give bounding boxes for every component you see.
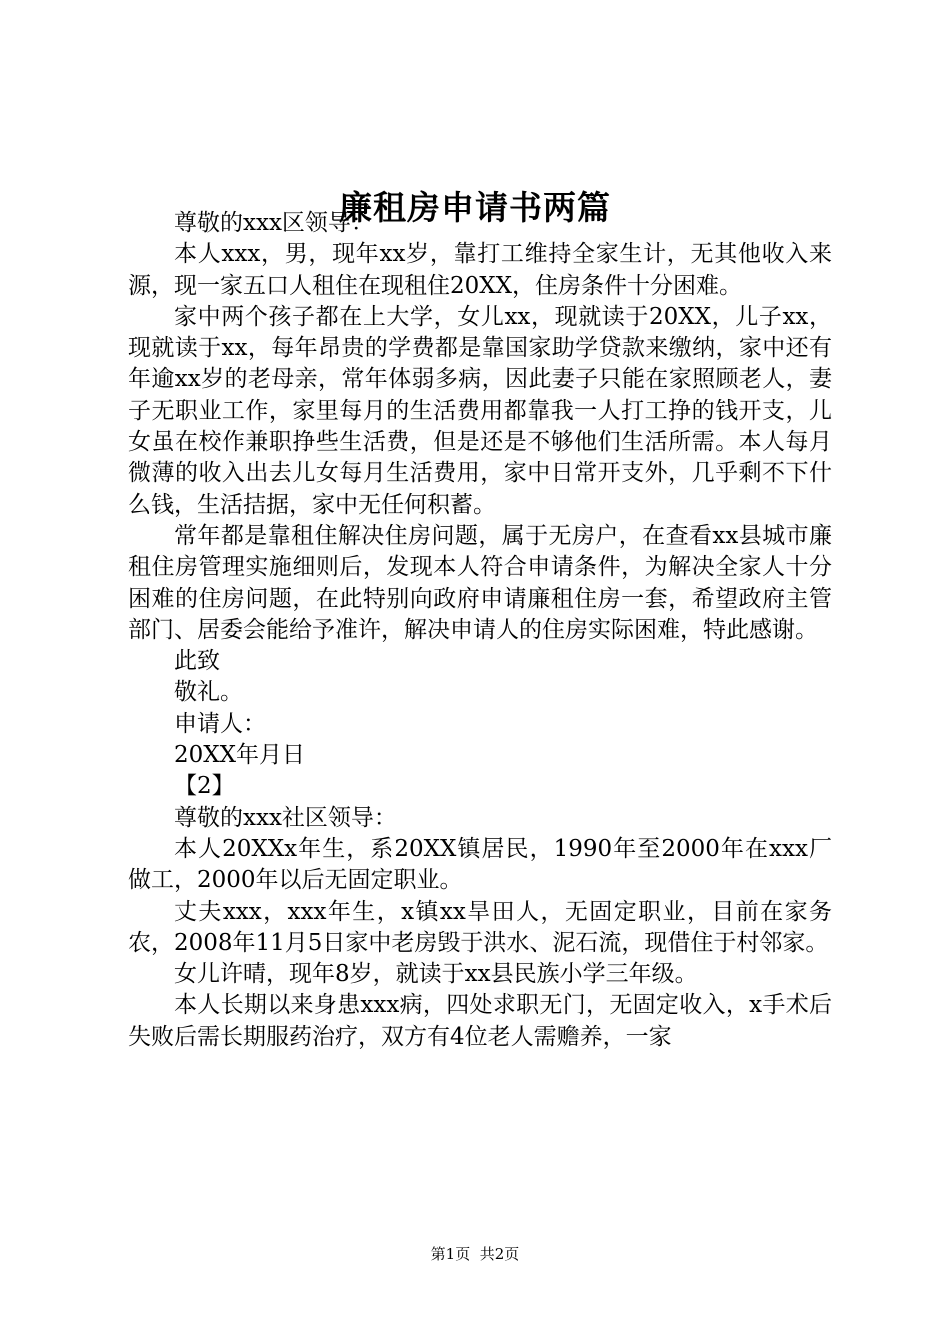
paragraph: 常年都是靠租住解决住房问题，属于无房户，在查看xx县城市廉租住房管理实施细则后，发现本人符合申请条件，为解决全家人十分困难的住房问题，在此特别向政府申请廉租住房一套，希望政府主管部门、居委会能给予准许，解决申请人的住房实际困难，特此感谢。 <box>128 522 832 643</box>
document-title: 廉租房申请书两篇 <box>339 188 611 227</box>
page-total: 共2页 <box>479 1245 520 1263</box>
paragraph: 申请人： <box>174 710 266 737</box>
paragraph: 尊敬的xxx区领导： <box>174 210 374 236</box>
paragraph: 【2】 <box>174 773 235 800</box>
paragraph: 20XX年月日 <box>174 742 306 769</box>
paragraph: 本人xxx，男，现年xx岁，靠打工维持全家生计，无其他收入来源，现一家五口人租住在现租住20XX，住房条件十分困难。 <box>128 241 832 299</box>
document-body <box>128 208 832 1053</box>
paragraph: 本人20XXx年生，系20XX镇居民，1990年至2000年在xxx厂做工，2000年以后无固定职业。 <box>128 835 832 894</box>
paragraph: 敬礼。 <box>174 679 243 706</box>
page-footer <box>0 1244 950 1264</box>
footer-separator <box>470 1245 480 1263</box>
paragraph: 丈夫xxx，xxx年生，x镇xx旱田人，无固定职业，目前在家务农，2008年11月5日家中老房毁于洪水、泥石流，现借住于村邻家。 <box>128 898 832 956</box>
page-number: 第1页 <box>430 1245 471 1263</box>
paragraph: 女儿许晴，现年8岁，就读于xx县民族小学三年级。 <box>174 961 698 988</box>
paragraph: 此致 <box>174 648 220 675</box>
paragraph: 本人长期以来身患xxx病，四处求职无门，无固定收入，x手术后失败后需长期服药治疗，双方有4位老人需赡养，一家 <box>128 992 832 1050</box>
paragraph: 尊敬的xxx社区领导： <box>174 804 397 831</box>
paragraph: 家中两个孩子都在上大学，女儿xx，现就读于20XX，儿子xx，现就读于xx，每年昂贵的学费都是靠国家助学贷款来缴纳，家中还有年逾xx岁的老母亲，常年体弱多病，因此妻子只能在家照顾老人，妻子无职业工作，家里每月的生活费用都靠我一人打工挣的钱开支，儿女虽在校作兼职挣些生活费，但是还是不够他们生活所需。本人每月微薄的收入出去儿女每月生活费用，家中日常开支外，几乎剩不下什么钱，生活拮据，家中无任何积蓄。 <box>128 303 832 518</box>
